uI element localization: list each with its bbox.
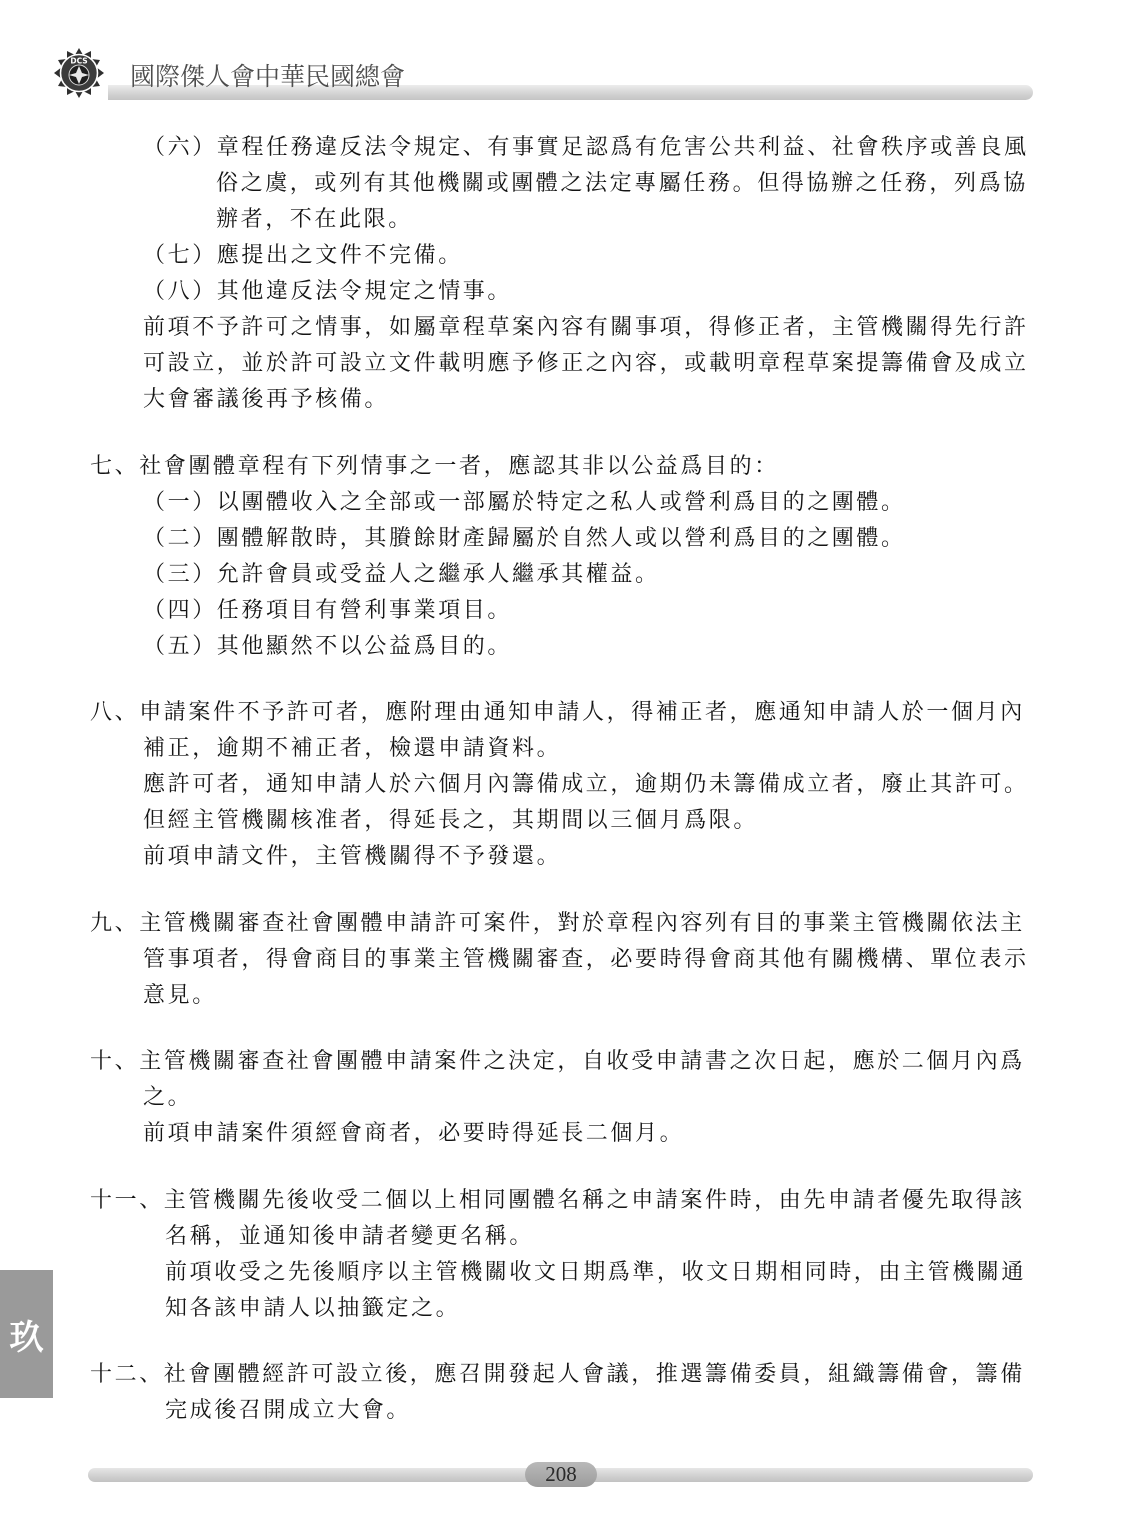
text-line: 前項收受之先後順序以主管機關收文日期爲準，收文日期相同時，由主管機關通 — [165, 1259, 1027, 1285]
clause-10 — [0, 1044, 1123, 1152]
clause-8 — [0, 695, 1123, 875]
dcs-emblem-logo — [53, 47, 105, 99]
clause-11 — [0, 1183, 1123, 1327]
chapter-tab-label: 玖 — [9, 1317, 44, 1358]
text-line: 意見。 — [143, 982, 217, 1008]
clause-heading-line: 十一、主管機關先後收受二個以上相同團體名稱之申請案件時，由先申請者優先取得該 — [90, 1187, 1025, 1213]
text-line: （六）章程任務違反法令規定、有事實足認爲有危害公共利益、社會秩序或善良風 — [143, 135, 1029, 160]
text-line: 前項申請文件，主管機關得不予發還。 — [143, 844, 562, 869]
clause-heading-line: 八、申請案件不予許可者，應附理由通知申請人，得補正者，應通知申請人於一個月內 — [90, 700, 1025, 725]
clause-heading-line: 十二、社會團體經許可設立後，應召開發起人會議，推選籌備委員，組織籌備會，籌備 — [90, 1362, 1025, 1387]
text-line: 辦者，不在此限。 — [216, 207, 413, 232]
text-line: （八）其他違反法令規定之情事。 — [143, 279, 513, 304]
clause-9 — [0, 906, 1123, 1014]
text-line: （一）以團體收入之全部或一部屬於特定之私人或營利爲目的之團體。 — [143, 489, 906, 515]
text-line: 大會審議後再予核備。 — [143, 387, 390, 412]
page-number: 208 — [525, 1462, 597, 1487]
text-line: 應許可者，通知申請人於六個月內籌備成立，逾期仍未籌備成立者，廢止其許可。 — [143, 772, 1029, 797]
text-line: 名稱，並通知後申請者變更名稱。 — [165, 1223, 535, 1249]
document-body — [0, 130, 1123, 1429]
text-line: （五）其他顯然不以公益爲目的。 — [143, 633, 513, 659]
text-line: （三）允許會員或受益人之繼承人繼承其權益。 — [143, 561, 660, 587]
text-line: 俗之虞，或列有其他機關或團體之法定專屬任務。但得協辦之任務，列爲協 — [216, 171, 1028, 196]
text-line: 完成後召開成立大會。 — [165, 1398, 412, 1423]
text-line: 前項不予許可之情事，如屬章程草案內容有關事項，得修正者，主管機關得先行許 — [143, 315, 1029, 340]
clause-12 — [0, 1357, 1123, 1429]
clause-heading-line: 九、主管機關審查社會團體申請許可案件，對於章程內容列有目的事業主管機關依法主 — [90, 910, 1025, 936]
text-line: （四）任務項目有營利事業項目。 — [143, 597, 513, 623]
clause-6-subitems — [0, 130, 1123, 418]
text-line: （二）團體解散時，其賸餘財產歸屬於自然人或以營利爲目的之團體。 — [143, 525, 906, 551]
text-line: 可設立，並於許可設立文件載明應予修正之內容，或載明章程草案提籌備會及成立 — [143, 351, 1029, 376]
text-line: 但經主管機關核准者，得延長之，其期間以三個月爲限。 — [143, 808, 759, 833]
text-line: 之。 — [143, 1085, 193, 1110]
chapter-side-tab — [0, 1270, 53, 1398]
organization-title: 國際傑人會中華民國總會 — [130, 62, 406, 91]
logo-lettering: DCS — [70, 56, 88, 66]
text-line: 管事項者，得會商目的事業主管機關審查，必要時得會商其他有關機構、單位表示 — [143, 946, 1029, 972]
text-line: 補正，逾期不補正者，檢還申請資料。 — [143, 736, 562, 761]
clause-heading-line: 七、社會團體章程有下列情事之一者，應認其非以公益爲目的： — [90, 453, 779, 479]
clause-7 — [0, 449, 1123, 665]
text-line: 前項申請案件須經會商者，必要時得延長二個月。 — [143, 1121, 685, 1146]
text-line: 知各該申請人以抽籤定之。 — [165, 1295, 461, 1321]
text-line: （七）應提出之文件不完備。 — [143, 243, 463, 268]
clause-heading-line: 十、主管機關審查社會團體申請案件之決定，自收受申請書之次日起，應於二個月內爲 — [90, 1049, 1025, 1074]
